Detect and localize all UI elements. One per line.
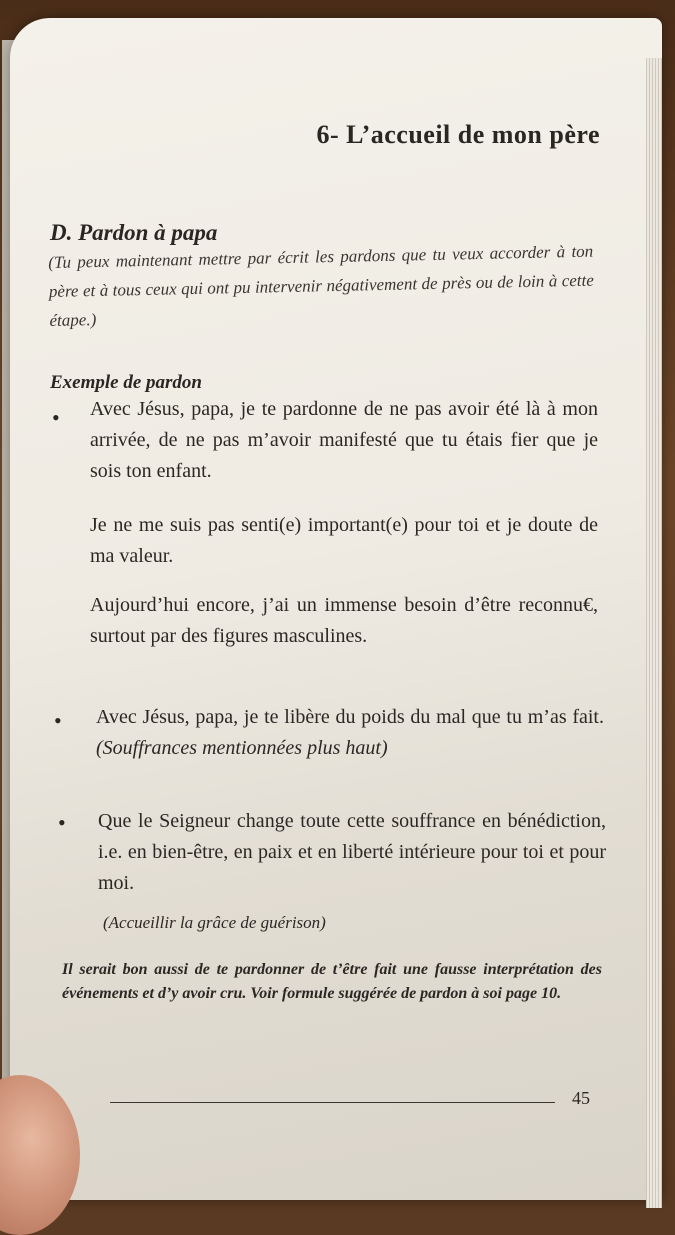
- example-heading: Exemple de pardon: [50, 372, 202, 393]
- pardon-item-2-text: Avec Jésus, papa, je te libère du poids du mal que tu m’as fait.: [96, 706, 604, 728]
- pardon-item-1-paragraph-2: Je ne me suis pas senti(e) important(e) pour toi et je doute de ma valeur.: [90, 514, 598, 567]
- pardon-item-2-note: (Souffrances mentionnées plus haut): [96, 737, 388, 759]
- page-number: 45: [572, 1088, 590, 1108]
- footer-rule: [110, 1102, 555, 1103]
- pardon-item-2: [96, 702, 604, 764]
- section-heading: D. Pardon à papa: [50, 220, 218, 245]
- section-instruction: (Tu peux maintenant mettre par écrit les pardons que tu veux accorder à ton père et à tous ceux qui ont pu intervenir négativement de près ou de loin à cette étape.): [48, 241, 594, 330]
- bullet-1: •: [52, 405, 60, 430]
- pardon-item-1-paragraph-1: Avec Jésus, papa, je te pardonne de ne pas avoir été là à mon arrivée, de ne pas m’avoir manifesté que tu étais fier que je sois ton enfant.: [90, 398, 598, 482]
- pardon-item-3: Que le Seigneur change toute cette souffrance en bénédiction, i.e. en bien-être, en paix et en liberté intérieure pour toi et pour moi.: [98, 810, 606, 894]
- bullet-3: •: [58, 810, 66, 835]
- pardon-item-1-paragraph-3: Aujourd’hui encore, j’ai un immense besoin d’être reconnu€, surtout par des figures masculines.: [90, 594, 598, 647]
- grace-note: (Accueillir la grâce de guérison): [103, 913, 326, 932]
- bullet-2: •: [54, 708, 62, 733]
- closing-note: Il serait bon aussi de te pardonner de t’être fait une fausse interprétation des événements et d’y avoir cru. Voir formule suggérée de pardon à soi page 10.: [62, 961, 602, 1002]
- chapter-title: 6- L’accueil de mon père: [316, 120, 600, 149]
- page-edges: [646, 58, 662, 1208]
